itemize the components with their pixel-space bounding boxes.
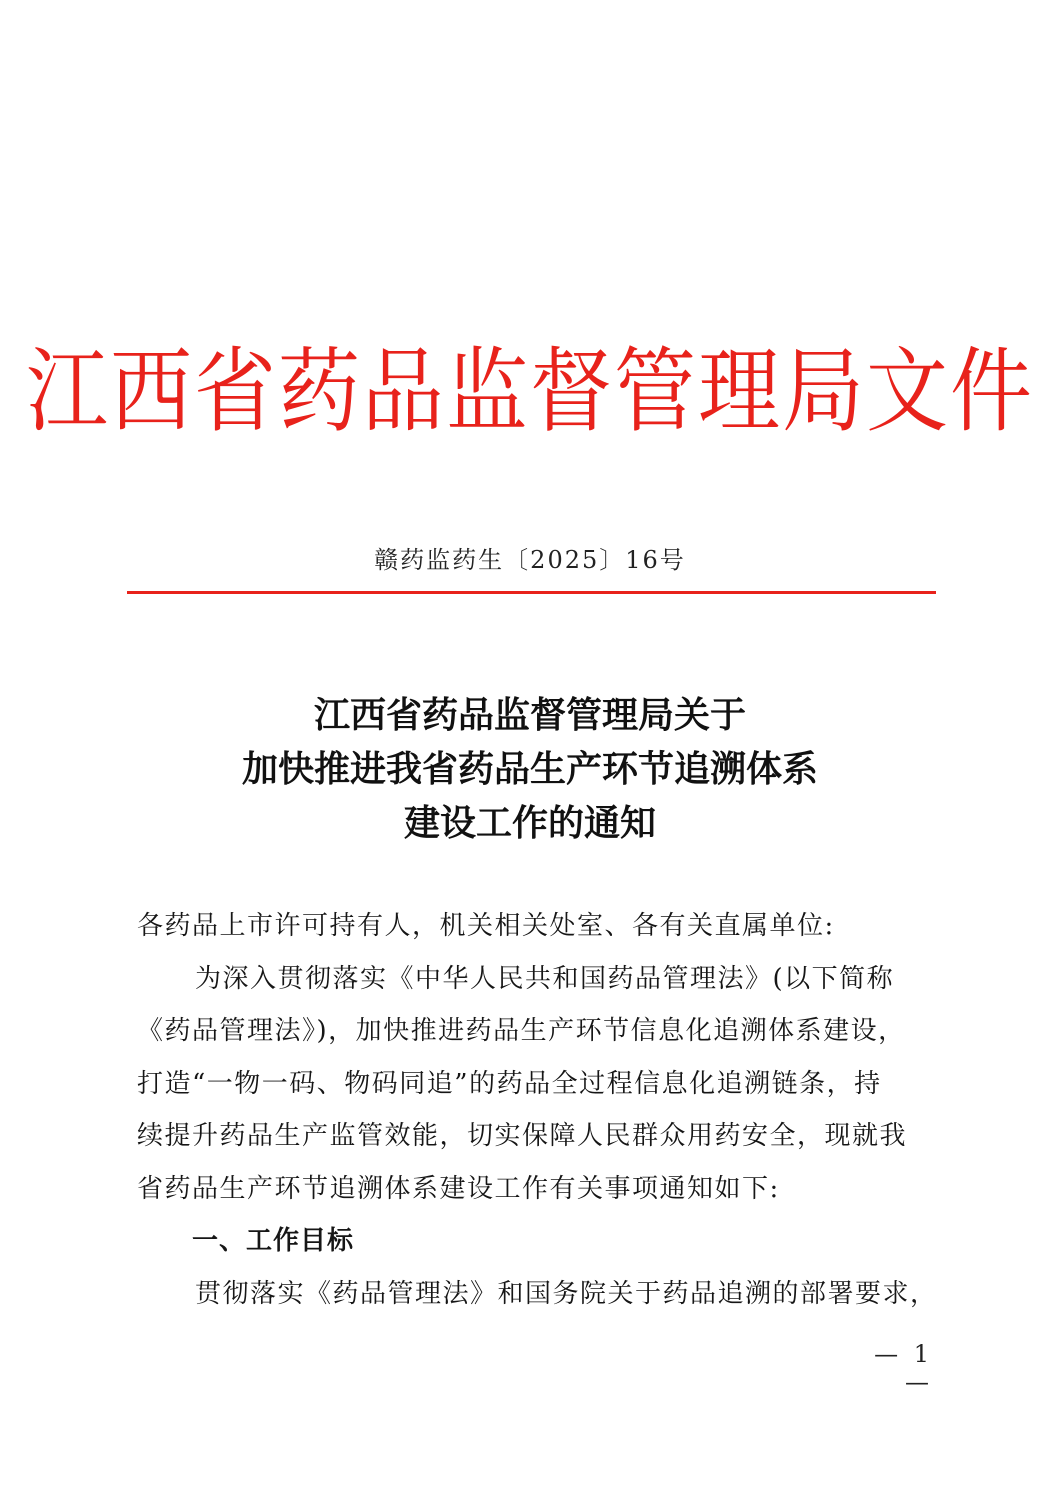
paragraph-line: 《药品管理法》)，加快推进药品生产环节信息化追溯体系建设， <box>137 1016 906 1046</box>
paragraph-line: 续提升药品生产监管效能，切实保障人民群众用药安全，现就我 <box>137 1121 908 1151</box>
document-number: 赣药监药生〔2025〕16号 <box>374 546 686 574</box>
paragraph-line: 打造“一物一码、物码同追”的药品全过程信息化追溯链条，持 <box>137 1068 882 1099</box>
page-number: — 1 — <box>874 1340 933 1396</box>
notice-title <box>0 688 1060 850</box>
title-line: 江西省药品监督管理局关于 <box>313 694 746 736</box>
section-heading: 一、工作目标 <box>192 1226 355 1256</box>
title-line: 建设工作的通知 <box>403 802 656 844</box>
paragraph-line: 贯彻落实《药品管理法》和国务院关于药品追溯的部署要求， <box>195 1278 938 1309</box>
paragraph-line: 为深入贯彻落实《中华人民共和国药品管理法》(以下简称 <box>195 963 895 994</box>
title-line: 加快推进我省药品生产环节追溯体系 <box>241 748 818 790</box>
red-divider-line <box>127 591 936 594</box>
body-text <box>137 900 938 1320</box>
paragraph-line: 省药品生产环节追溯体系建设工作有关事项通知如下: <box>137 1173 780 1204</box>
masthead-title: 江西省药品监督管理局文件 <box>25 339 1034 446</box>
salutation: 各药品上市许可持有人，机关相关处室、各有关直属单位: <box>137 911 835 941</box>
